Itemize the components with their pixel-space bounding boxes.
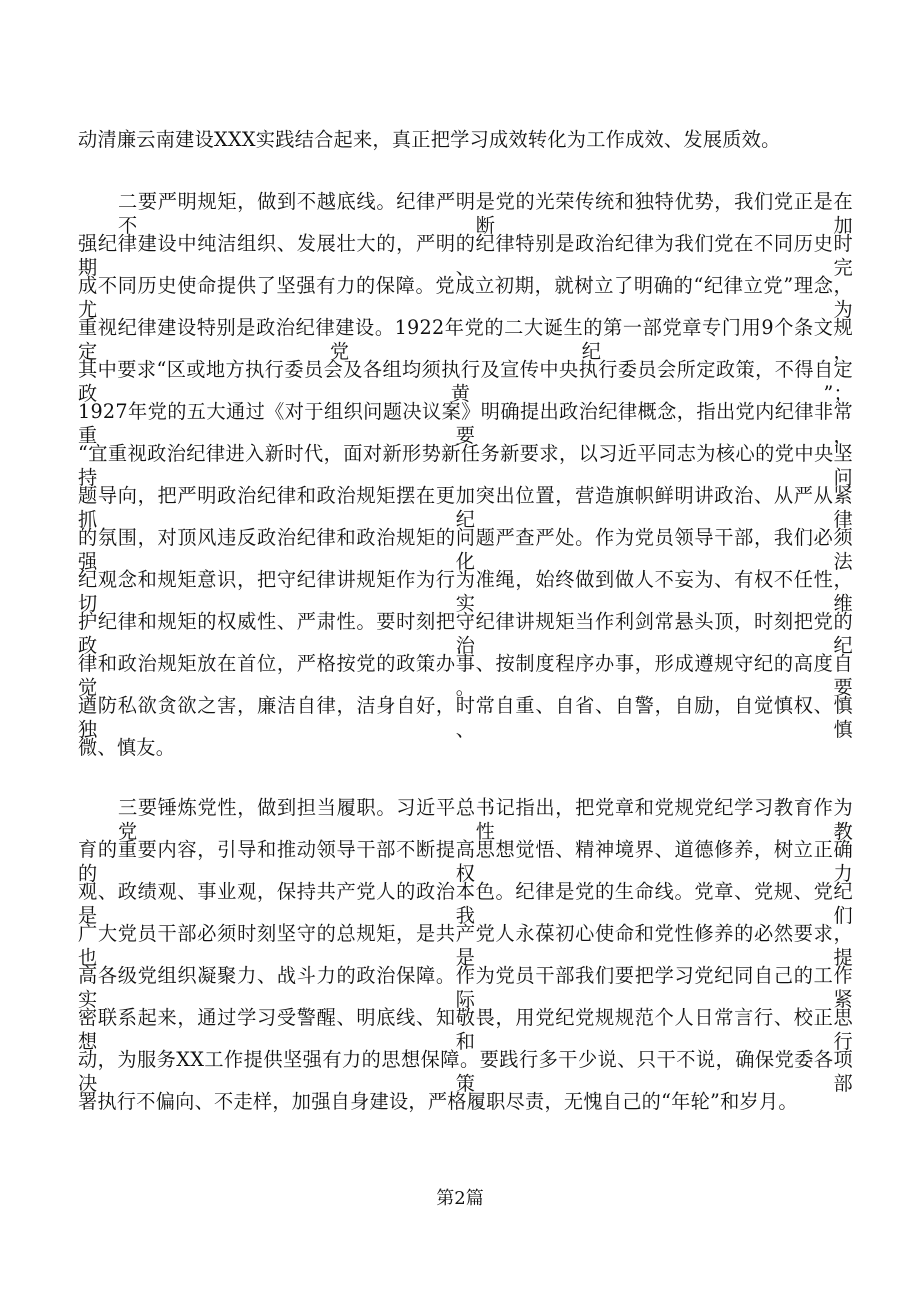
paragraph-line: 密联系起来，通过学习受警醒、明底线、知敬畏，用党纪党规规范个人日常言行、校正思想和行 [78, 1006, 853, 1053]
paragraph-line: 动清廉云南建设XXX实践结合起来，真正把学习成效转化为工作成效、发展质效。 [78, 128, 781, 151]
paragraph-line: 1927年党的五大通过《对于组织问题决议案》明确提出政治纪律概念，指出党内纪律非常重要， [78, 400, 853, 447]
paragraph-line: 动，为服务XX工作提供坚强有力的思想保障。要践行多干少说、只干不说，确保党委各项决策部 [78, 1048, 853, 1095]
paragraph-line: 遒防私欲贪欲之害，廉洁自律，洁身自好，时常自重、自省、自警，自励，自觉慎权、慎独、慎 [78, 694, 853, 741]
paragraph-line: 成不同历史使命提供了坚强有力的保障。党成立初期，就树立了明确的“纪律立党”理念，尤为 [78, 274, 853, 321]
paragraph-line: 其中要求“区或地方执行委员会及各组均须执行及宣传中央执行委员会所定政策，不得自定政黄”； [78, 358, 853, 405]
paragraph-line: 题导向，把严明政治纪律和政治规矩摆在更加突出位置，营造旗帜鲜明讲政治、从严从紧抓纪律 [78, 484, 853, 531]
paragraph-line: 重视纪律建设特别是政治纪律建设。1922年党的二大诞生的第一部党章专门用9个条文规定党纪， [78, 316, 853, 363]
paragraph-line: “宜重视政治纪律进入新时代，面对新形势新任务新要求，以习近平同志为核心的党中央坚持问 [78, 442, 853, 489]
section-heading: 第2篇 [436, 1188, 484, 1209]
paragraph-line: 的氛围，对顶风违反政治纪律和政治规矩的问题严查严处。作为党员领导干部，我们必须强化法 [78, 526, 853, 573]
paragraph-line: 律和政治规矩放在首位，严格按党的政策办事、按制度程序办事，形成遵规守纪的高度自觉。要 [78, 652, 853, 699]
paragraph-line: 署执行不偏向、不走样，加强自身建设，严格履职尽责，无愧自己的“年轮”和岁月。 [78, 1090, 798, 1113]
paragraph-line: 护纪律和规矩的权威性、严肃性。要时刻把守纪律讲规矩当作利剑常悬头顶，时刻把党的政治纪 [78, 610, 853, 657]
paragraph-line: 广大党员干部必须时刻坚守的总规矩，是共产党人永葆初心使命和党性修养的必然要求，也是提 [78, 922, 853, 969]
paragraph-line: 高各级党组织凝聚力、战斗力的政治保障。作为党员干部我们要把学习党纪同自己的工作实际紧 [78, 964, 853, 1011]
paragraph-line: 二要严明规矩，做到不越底线。纪律严明是党的光荣传统和独特优势，我们党正是在不断加 [118, 190, 853, 237]
paragraph-line: 强纪律建设中纯洁组织、发展壮大的，严明的纪律特别是政治纪律为我们党在不同历史时期、完 [78, 232, 853, 279]
paragraph-line: 育的重要内容，引导和推动领导干部不断提高思想觉悟、精神境界、道德修养，树立正确的权力 [78, 838, 853, 885]
paragraph-line: 微、慎友。 [78, 736, 176, 759]
paragraph-line: 纪观念和规矩意识，把守纪律讲规矩作为行为准绳，始终做到做人不妄为、有权不任性，切实维 [78, 568, 853, 615]
paragraph-line: 观、政绩观、事业观，保持共产党人的政治本色。纪律是党的生命线。党章、党规、党纪是我们 [78, 880, 853, 927]
paragraph-line: 三要锤炼党性，做到担当履职。习近平总书记指出，把党章和党规党纪学习教育作为党性教 [118, 796, 853, 843]
